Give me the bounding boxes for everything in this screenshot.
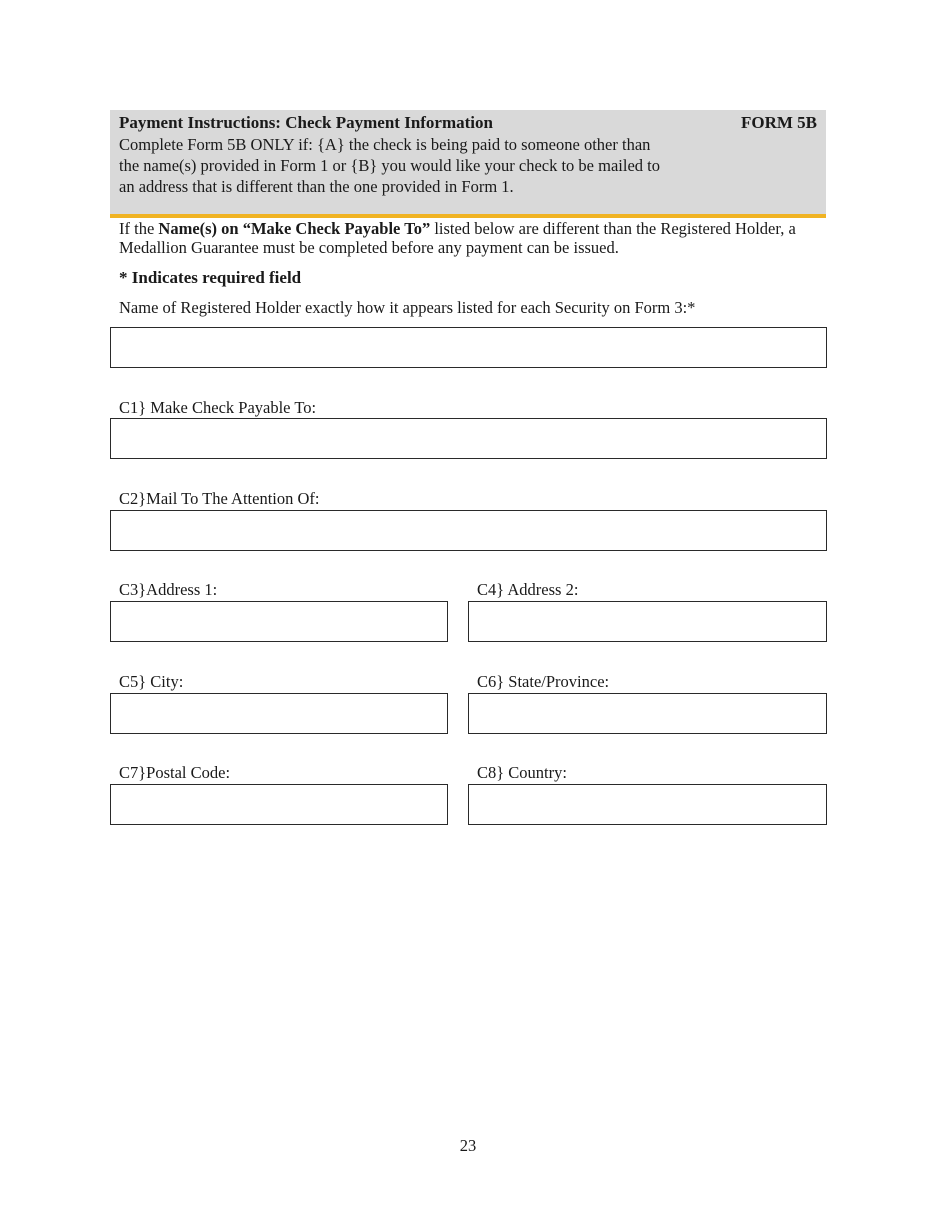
- required-field-note: * Indicates required field: [119, 268, 302, 287]
- state-label: C6} State/Province:: [477, 672, 610, 691]
- address1-input[interactable]: [110, 601, 448, 642]
- payable-to-label: C1} Make Check Payable To:: [119, 398, 317, 417]
- notice-suffix: listed below are different than the Registered Holder, a Medallion Guarantee must be completed before any payment can be issued.: [119, 219, 796, 257]
- form-description: Complete Form 5B ONLY if: {A} the check is being paid to someone other than the name(s) provided in Form 1 or {B} you would like your check to be mailed to an address that is different than the one provided in Form 1.: [119, 135, 660, 196]
- payable-to-input[interactable]: [110, 418, 827, 459]
- address2-label: C4} Address 2:: [477, 580, 579, 599]
- form-id: FORM 5B: [740, 113, 817, 132]
- city-input[interactable]: [110, 693, 448, 734]
- country-input[interactable]: [468, 784, 827, 825]
- address2-input[interactable]: [468, 601, 827, 642]
- registered-holder-label: Name of Registered Holder exactly how it appears listed for each Security on Form 3:*: [119, 298, 696, 317]
- notice-emphasis: Name(s) on “Make Check Payable To”: [158, 219, 431, 238]
- postal-code-label: C7}Postal Code:: [119, 763, 231, 782]
- attention-of-label: C2}Mail To The Attention Of:: [119, 489, 320, 508]
- postal-code-input[interactable]: [110, 784, 448, 825]
- medallion-notice: [119, 219, 819, 257]
- state-input[interactable]: [468, 693, 827, 734]
- page-number: 23: [459, 1136, 477, 1155]
- form-header: [110, 110, 826, 218]
- attention-of-input[interactable]: [110, 510, 827, 551]
- city-label: C5} City:: [119, 672, 184, 691]
- notice-prefix: If the: [119, 219, 159, 238]
- form-title: Payment Instructions: Check Payment Information: [119, 113, 493, 132]
- registered-holder-input[interactable]: [110, 327, 827, 368]
- address1-label: C3}Address 1:: [119, 580, 218, 599]
- country-label: C8} Country:: [477, 763, 567, 782]
